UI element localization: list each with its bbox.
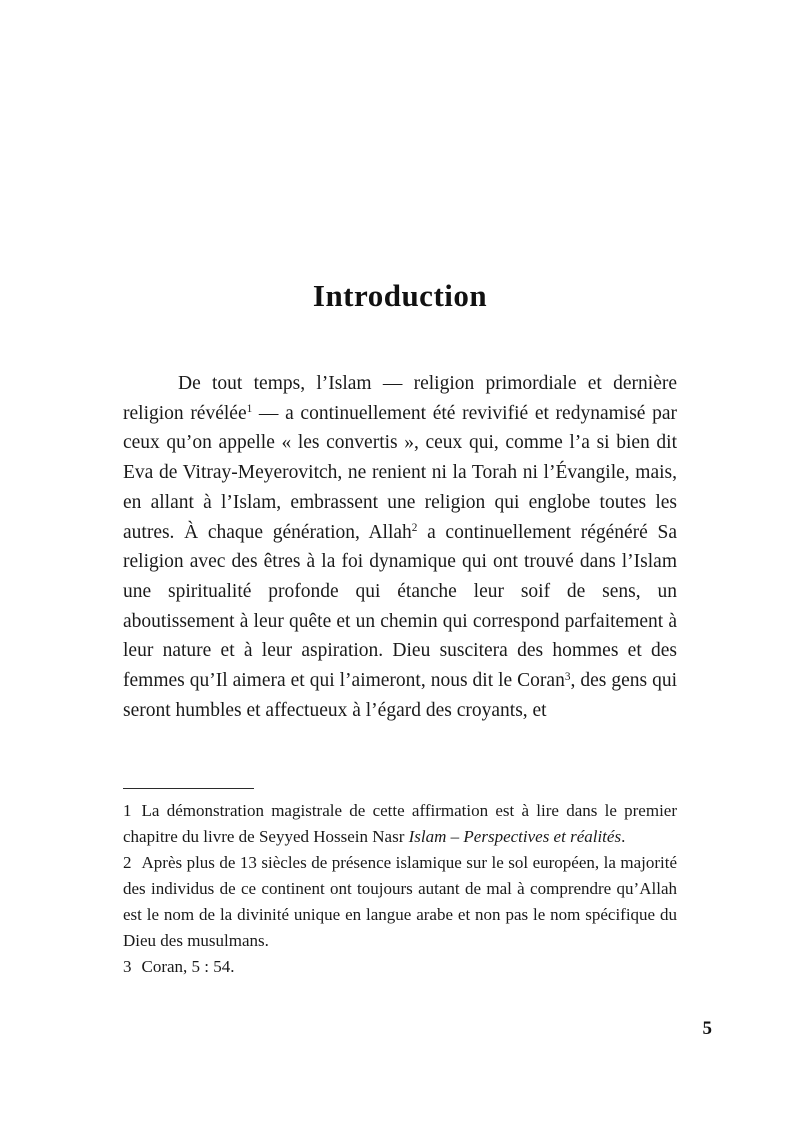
body-paragraph	[123, 369, 677, 725]
footnote-2-number: 2	[123, 853, 132, 872]
footnote-3-number: 3	[123, 957, 132, 976]
footnote-ref-1: 1	[246, 403, 253, 416]
body-text-block	[123, 369, 677, 725]
paragraph-text-1: De tout temps, l’Islam — religion primordiale et dernière religion révélée	[123, 373, 677, 424]
paragraph-text-2: — a continuellement été revivifié et redynamisé par ceux qu’on appelle « les convertis », ceux qui, comme l’a si bien dit Eva de Vitray-Meyerovitch, ne renient ni la Torah ni l’Évangile, mais, en allant à l’Islam, embrassent une religion qui englobe toutes les autres. À chaque génération, Allah	[123, 402, 677, 543]
paragraph-text-4: , des gens qui seront humbles et affectueux à l’égard des croyants, et	[123, 670, 678, 721]
footnote-ref-2: 2	[411, 522, 418, 535]
footnote-2-text: Après plus de 13 siècles de présence islamique sur le sol européen, la majorité des individus de ce continent ont toujours autant de mal à comprendre qu’Allah est le nom de la divinité unique en langue arabe et non pas le nom spécifique du Dieu des musulmans.	[123, 853, 677, 950]
footnote-3	[123, 954, 677, 980]
footnote-3-text: Coran, 5 : 54.	[141, 957, 235, 976]
footnote-1-number: 1	[123, 801, 132, 820]
footnote-1-text: La démonstration magistrale de cette affirmation est à lire dans le premier chapitre du livre de Seyyed Hossein Nasr	[123, 801, 677, 846]
footnote-2	[123, 850, 677, 954]
footnote-1-text-end: .	[621, 827, 626, 846]
chapter-title: Introduction	[312, 278, 488, 313]
footnote-1	[123, 798, 677, 850]
paragraph-text-3: a continuellement régénéré Sa religion avec des êtres à la foi dynamique qui ont trouvé dans l’Islam une spiritualité profonde qui étanche leur soif de sens, un aboutissement à leur quête et un chemin qui correspond parfaitement à leur nature et à leur aspiration. Dieu suscitera des hommes et des femmes qu’Il aimera et qui l’aimeront, nous dit le Coran	[123, 521, 677, 692]
footnotes-section	[123, 788, 677, 980]
footnote-1-book-title: Islam – Perspectives et réalités	[408, 827, 622, 846]
footnote-ref-3: 3	[564, 670, 571, 683]
page-number: 5	[702, 1018, 712, 1039]
footnote-separator-rule	[123, 788, 254, 789]
